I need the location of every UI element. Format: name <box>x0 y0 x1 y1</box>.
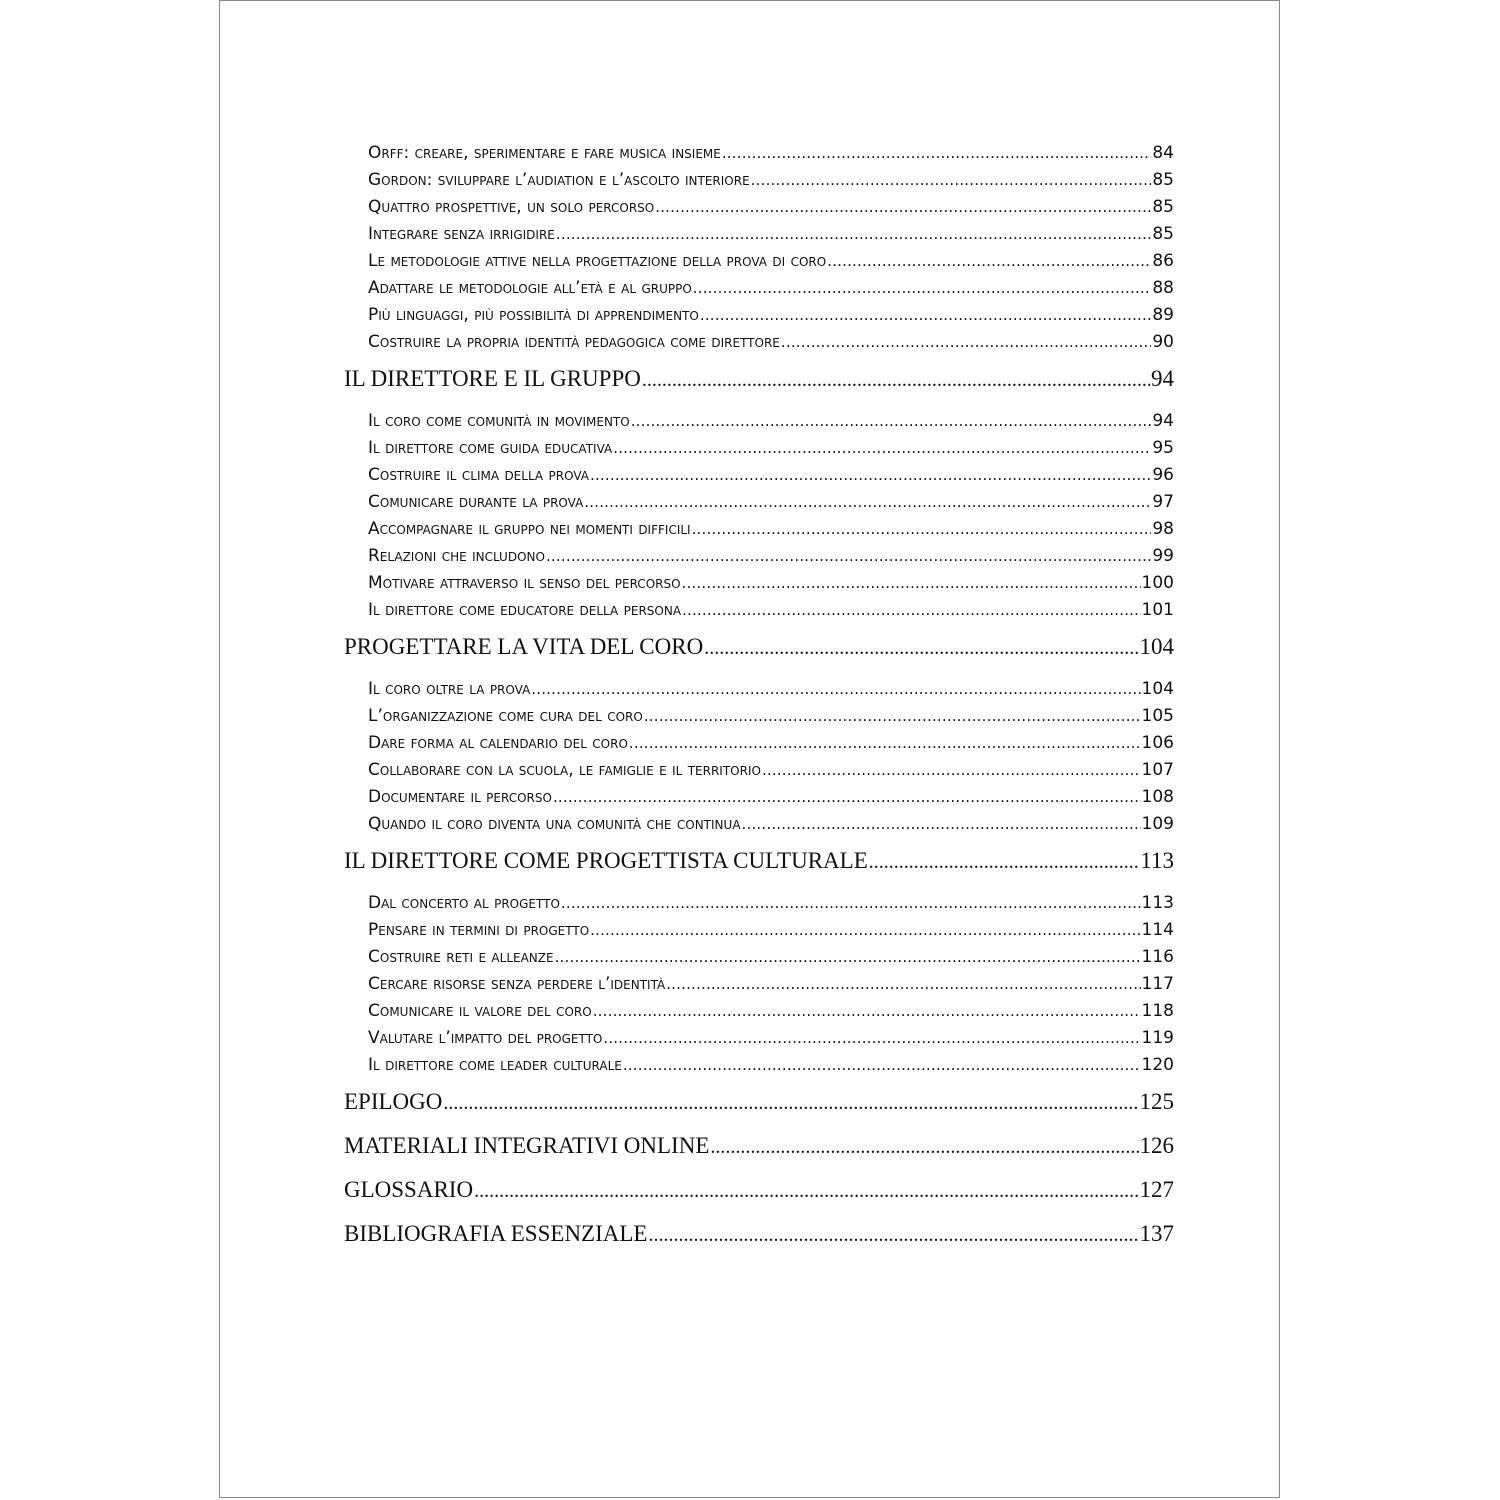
toc-entry-title: Più linguaggi, più possibilità di apprendimento <box>368 305 699 325</box>
toc-entry-title: L’organizzazione come cura del coro <box>368 706 643 726</box>
toc-leader-dots <box>869 840 1140 882</box>
toc-section-entry <box>344 676 1174 703</box>
toc-page-number: 126 <box>1139 1133 1174 1158</box>
toc-leader-dots <box>593 998 1141 1025</box>
toc-section-entry <box>344 703 1174 730</box>
toc-leader-dots <box>710 1125 1138 1167</box>
toc-entry-title: Il direttore come leader culturale <box>368 1055 622 1075</box>
toc-page-number: 107 <box>1141 760 1174 780</box>
toc-leader-dots <box>590 917 1140 944</box>
toc-section-entry <box>344 757 1174 784</box>
toc-leader-dots <box>682 597 1141 624</box>
toc-section-entry <box>344 597 1174 624</box>
toc-leader-dots <box>553 784 1141 811</box>
toc-entry-title: Accompagnare il gruppo nei momenti difficili <box>368 519 691 539</box>
toc-page-number: 106 <box>1141 733 1174 753</box>
toc-entry-title: MATERIALI INTEGRATIVI ONLINE <box>344 1133 710 1158</box>
toc-leader-dots <box>546 543 1151 570</box>
toc-entry-title: GLOSSARIO <box>344 1177 474 1202</box>
toc-entry-title: Orff: creare, sperimentare e fare musica insieme <box>368 143 721 163</box>
toc-section-entry <box>344 489 1174 516</box>
toc-chapter-entry <box>344 626 1174 668</box>
toc-entry-title: Il coro oltre la prova <box>368 679 531 699</box>
toc-page-number: 120 <box>1141 1055 1174 1075</box>
toc-page-number: 98 <box>1152 519 1174 539</box>
toc-entry-title: Quando il coro diventa una comunità che continua <box>368 814 741 834</box>
toc-page-number: 114 <box>1141 920 1174 940</box>
toc-section-entry <box>344 248 1174 275</box>
toc-section-entry <box>344 221 1174 248</box>
toc-page-number: 108 <box>1141 787 1174 807</box>
toc-section-entry <box>344 1025 1174 1052</box>
toc-leader-dots <box>590 462 1151 489</box>
toc-entry-title: Costruire reti e alleanze <box>368 947 554 967</box>
toc-section-entry <box>344 917 1174 944</box>
toc-section-entry <box>344 543 1174 570</box>
toc-page-number: 116 <box>1141 947 1174 967</box>
toc-page-number: 113 <box>1140 848 1174 873</box>
toc-leader-dots <box>631 408 1152 435</box>
toc-page-number: 100 <box>1141 573 1174 593</box>
toc-entry-title: Relazioni che includono <box>368 546 545 566</box>
toc-page-number: 119 <box>1141 1028 1174 1048</box>
toc-entry-title: Collaborare con la scuola, le famiglie e il territorio <box>368 760 761 780</box>
toc-entry-title: BIBLIOGRAFIA ESSENZIALE <box>344 1221 648 1246</box>
toc-page-number: 101 <box>1141 600 1174 620</box>
toc-entry-title: Costruire il clima della prova <box>368 465 589 485</box>
toc-entry-title: Il direttore come guida educativa <box>368 438 613 458</box>
toc-leader-dots <box>666 971 1140 998</box>
toc-page-number: 137 <box>1139 1221 1174 1246</box>
toc-page-number: 113 <box>1141 893 1174 913</box>
toc-leader-dots <box>655 194 1151 221</box>
toc-page-number: 95 <box>1152 438 1174 458</box>
toc-entry-title: Comunicare durante la prova <box>368 492 584 512</box>
toc-entry-title: Le metodologie attive nella progettazione della prova di coro <box>368 251 827 271</box>
toc-section-entry <box>344 167 1174 194</box>
toc-leader-dots <box>561 890 1141 917</box>
toc-page-number: 84 <box>1152 143 1174 163</box>
toc-page-number: 85 <box>1152 224 1174 244</box>
toc-leader-dots <box>474 1169 1138 1211</box>
toc-section-entry <box>344 302 1174 329</box>
toc-entry-title: Dare forma al calendario del coro <box>368 733 628 753</box>
toc-page-number: 94 <box>1152 411 1174 431</box>
toc-entry-title: Il direttore come educatore della persona <box>368 600 682 620</box>
toc-leader-dots <box>692 516 1152 543</box>
toc-page-number: 85 <box>1152 197 1174 217</box>
toc-chapter-entry <box>344 1169 1174 1211</box>
toc-page-number: 127 <box>1139 1177 1174 1202</box>
toc-leader-dots <box>584 489 1151 516</box>
toc-page-number: 90 <box>1152 332 1174 352</box>
toc-section-entry <box>344 944 1174 971</box>
toc-section-entry <box>344 329 1174 356</box>
toc-entry-title: IL DIRETTORE COME PROGETTISTA CULTURALE <box>344 848 868 873</box>
toc-page-number: 97 <box>1152 492 1174 512</box>
toc-page-number: 104 <box>1141 679 1174 699</box>
toc-chapter-entry <box>344 358 1174 400</box>
toc-chapter-entry <box>344 1081 1174 1123</box>
toc-leader-dots <box>722 140 1152 167</box>
toc-page-number: 94 <box>1151 366 1174 391</box>
toc-chapter-entry <box>344 1125 1174 1167</box>
toc-section-entry <box>344 516 1174 543</box>
toc-leader-dots <box>693 275 1152 302</box>
toc-chapter-entry <box>344 1213 1174 1255</box>
toc-entry-title: Valutare l’impatto del progetto <box>368 1028 603 1048</box>
toc-page-number: 125 <box>1139 1089 1174 1114</box>
toc-section-entry <box>344 570 1174 597</box>
toc-entry-title: PROGETTARE LA VITA DEL CORO <box>344 634 704 659</box>
toc-entry-title: Comunicare il valore del coro <box>368 1001 592 1021</box>
toc-section-entry <box>344 462 1174 489</box>
toc-section-entry <box>344 730 1174 757</box>
toc-entry-title: Quattro prospettive, un solo percorso <box>368 197 655 217</box>
toc-page-number: 96 <box>1152 465 1174 485</box>
toc-leader-dots <box>682 570 1141 597</box>
toc-entry-title: Pensare in termini di progetto <box>368 920 590 940</box>
toc-section-entry <box>344 275 1174 302</box>
toc-entry-title: Motivare attraverso il senso del percorso <box>368 573 681 593</box>
toc-leader-dots <box>443 1081 1138 1123</box>
toc-section-entry <box>344 784 1174 811</box>
toc-section-entry <box>344 435 1174 462</box>
toc-entry-title: EPILOGO <box>344 1089 443 1114</box>
toc-leader-dots <box>623 1052 1141 1079</box>
toc-leader-dots <box>642 358 1150 400</box>
toc-entry-title: Il coro come comunità in movimento <box>368 411 630 431</box>
toc-section-entry <box>344 998 1174 1025</box>
toc-entry-title: Integrare senza irrigidire <box>368 224 555 244</box>
toc-entry-title: Gordon: sviluppare l’audiation e l’ascolto interiore <box>368 170 750 190</box>
toc-page-number: 85 <box>1152 170 1174 190</box>
toc-page-number: 104 <box>1139 634 1174 659</box>
toc-leader-dots <box>555 944 1141 971</box>
toc-page-number: 109 <box>1141 814 1174 834</box>
toc-leader-dots <box>629 730 1141 757</box>
toc-page-number: 105 <box>1141 706 1174 726</box>
toc-leader-dots <box>704 626 1138 668</box>
toc-leader-dots <box>827 248 1151 275</box>
toc-section-entry <box>344 971 1174 998</box>
toc-entry-title: Costruire la propria identità pedagogica come direttore <box>368 332 780 352</box>
toc-section-entry <box>344 140 1174 167</box>
toc-entry-title: IL DIRETTORE E IL GRUPPO <box>344 366 641 391</box>
toc-page-number: 89 <box>1152 305 1174 325</box>
toc-section-entry <box>344 811 1174 838</box>
toc-page-number: 117 <box>1141 974 1174 994</box>
toc-leader-dots <box>644 703 1141 730</box>
toc-section-entry <box>344 890 1174 917</box>
toc-leader-dots <box>742 811 1141 838</box>
toc-section-entry <box>344 1052 1174 1079</box>
toc-leader-dots <box>762 757 1141 784</box>
toc-leader-dots <box>648 1213 1138 1255</box>
table-of-contents <box>344 140 1174 1255</box>
toc-leader-dots <box>751 167 1152 194</box>
toc-section-entry <box>344 408 1174 435</box>
toc-chapter-entry <box>344 840 1174 882</box>
toc-page-number: 99 <box>1152 546 1174 566</box>
toc-entry-title: Dal concerto al progetto <box>368 893 560 913</box>
toc-entry-title: Cercare risorse senza perdere l’identità <box>368 974 666 994</box>
toc-leader-dots <box>613 435 1151 462</box>
toc-leader-dots <box>603 1025 1140 1052</box>
toc-leader-dots <box>700 302 1152 329</box>
toc-page-number: 118 <box>1141 1001 1174 1021</box>
toc-leader-dots <box>531 676 1140 703</box>
toc-entry-title: Adattare le metodologie all’età e al gruppo <box>368 278 692 298</box>
toc-page-number: 88 <box>1152 278 1174 298</box>
toc-leader-dots <box>781 329 1151 356</box>
toc-leader-dots <box>556 221 1151 248</box>
toc-page-number: 86 <box>1152 251 1174 271</box>
toc-entry-title: Documentare il percorso <box>368 787 552 807</box>
toc-section-entry <box>344 194 1174 221</box>
